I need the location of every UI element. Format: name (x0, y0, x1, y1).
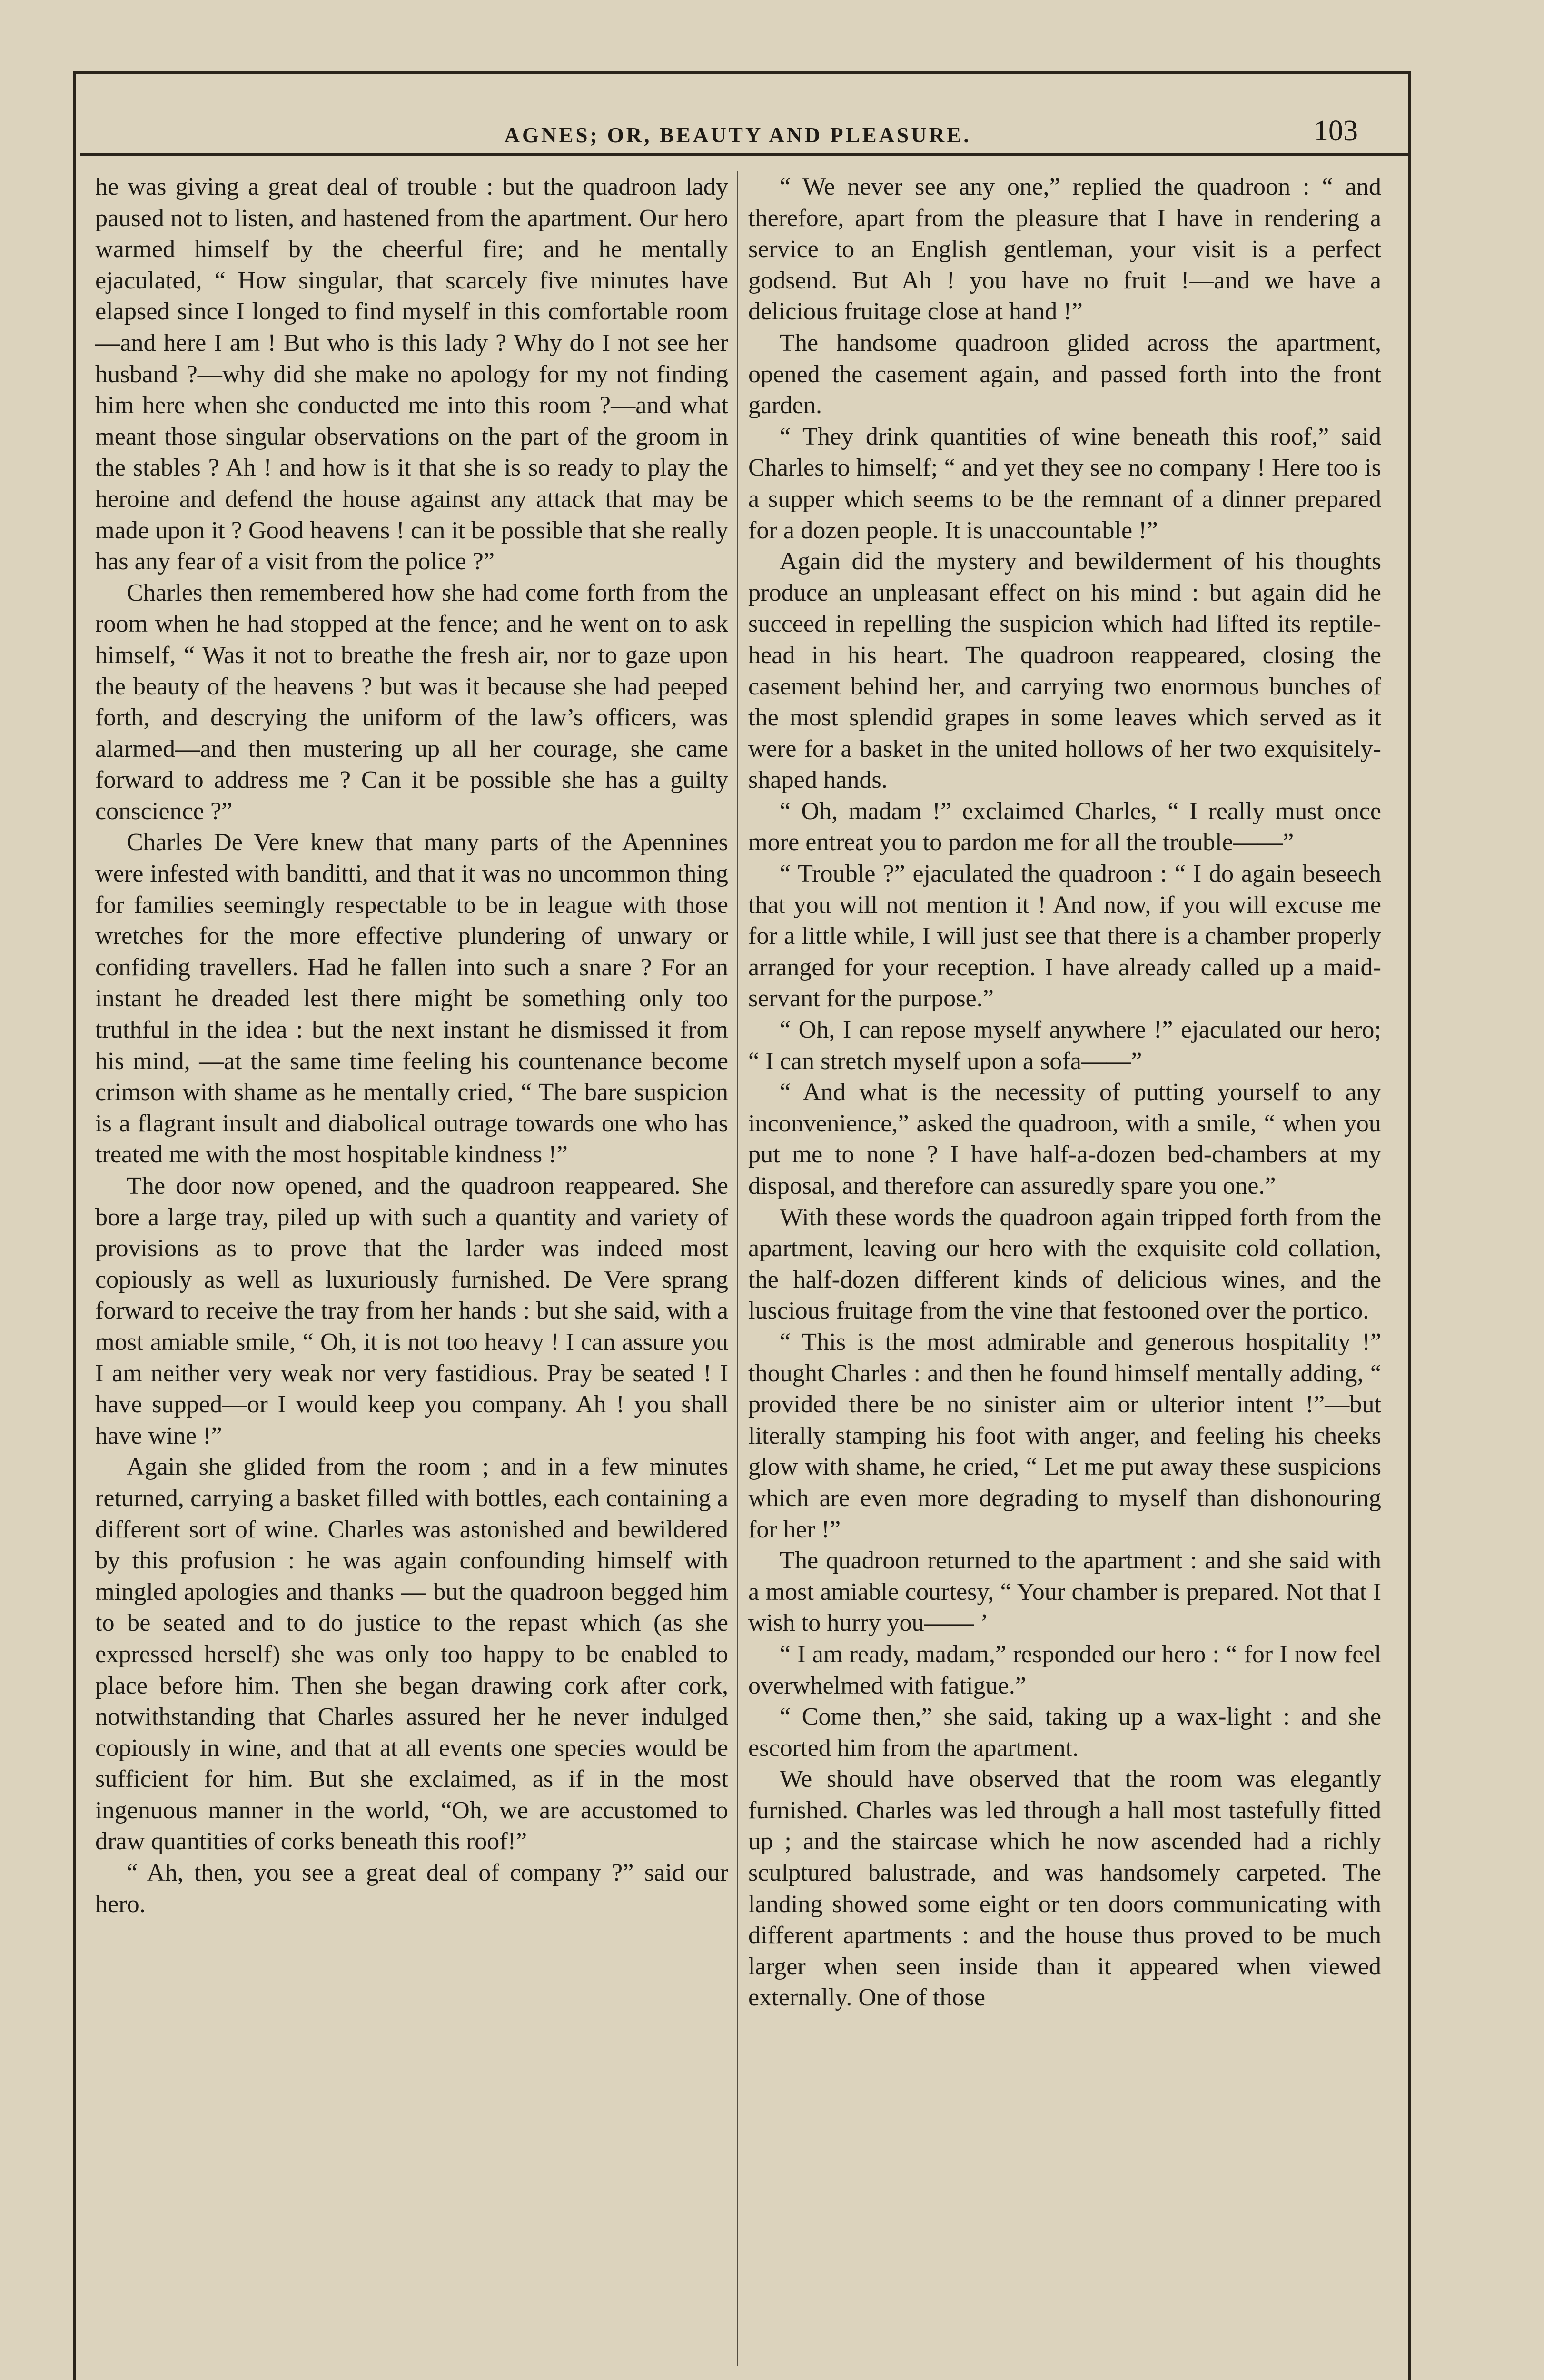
paragraph: We should have observed that the room was elegantly furnished. Charles was led through a hall most tastefully fitted up ; and the staircase which he now ascended had a richly sculptured balustrade, and was handsomely carpeted. The landing showed some eight or ten doors communicating with different apartments : and the house thus proved to be much larger when seen inside than it appeared when viewed externally. One of those (748, 1765, 1381, 2012)
right-column (748, 171, 1381, 2013)
paragraph: Charles then remembered how she had come forth from the room when he had stopped at the fence; and he went on to ask himself, “ Was it not to breathe the fresh air, nor to gaze upon the beauty of the heavens ? but was it because she had peeped forth, and descrying the uniform of the law’s officers, was alarmed—and then mustering up all her courage, she came forward to address me ? Can it be possible she has a guilty conscience ?” (95, 578, 728, 825)
paragraph: Again she glided from the room ; and in a few minutes returned, carrying a basket filled with bottles, each containing a different sort of wine. Charles was astonished and bewildered by this profusion : he was again confounding himself with mingled apologies and thanks — but the quadroon begged him to be seated and to do justice to the repast which (as she expressed herself) she was only too happy to be enabled to place before him. Then she began drawing cork after cork, notwithstanding that Charles assured her he never indulged copiously in wine, and that at all events one species would be sufficient for him. But she exclaimed, as if in the most ingenuous manner in the world, “Oh, we are accustomed to draw quantities of corks beneath this roof!” (95, 1453, 728, 1855)
paragraph: “ And what is the necessity of putting yourself to any inconvenience,” asked the quadroon, with a smile, “ when you put me to none ? I have half-a-dozen bed-chambers at my disposal, and therefore can assuredly spare you one.” (748, 1078, 1381, 1200)
paragraph: “ Ah, then, you see a great deal of company ?” said our hero. (95, 1859, 728, 1918)
paragraph: Again did the mystery and bewilderment of his thoughts produce an unpleasant effect on his mind : but again did he succeed in repelling the suspicion which had lifted its reptile-head in his heart. The quadroon reappeared, closing the casement behind her, and carrying two enormous bunches of the most splendid grapes in some leaves which served as it were for a basket in the united hollows of her two exquisitely-shaped hands. (748, 547, 1381, 794)
running-title: AGNES; OR, BEAUTY AND PLEASURE. (504, 123, 971, 147)
paragraph: The handsome quadroon glided across the apartment, opened the casement again, and passed forth into the front garden. (748, 328, 1381, 419)
paragraph: he was giving a great deal of trouble : but the quadroon lady paused not to listen, and hastened from the apartment. Our hero warmed himself by the cheerful fire; and he mentally ejaculated, “ How singular, that scarcely five minutes have elapsed since I longed to find myself in this comfortable room—and here I am ! But who is this lady ? Why do I not see her husband ?—why did she make no apology for my not finding him here when she conducted me into this room ?—and what meant those singular observations on the part of the groom in the stables ? Ah ! and how is it that she is so ready to play the heroine and defend the house against any attack that may be made upon it ? Good heavens ! can it be possible that she really has any fear of a visit from the police ?” (95, 173, 728, 575)
paragraph: “ Come then,” she said, taking up a wax-light : and she escorted him from the apartment. (748, 1703, 1381, 1762)
paragraph: “ Trouble ?” ejaculated the quadroon : “ I do again beseech that you will not mention it ! And now, if you will excuse me for a little while, I will just see that there is a chamber properly arranged for your reception. I have already called up a maid-servant for the purpose.” (748, 860, 1381, 1012)
paragraph: “ This is the most admirable and generous hospitality !” thought Charles : and then he found himself mentally adding, “ provided there be no sinister aim or ulterior intent !”—but literally stamping his foot with anger, and feeling his cheeks glow with shame, he cried, “ Let me put away these suspicions which are even more degrading to myself than dishonouring for her !” (748, 1328, 1381, 1543)
header-rule (80, 153, 1408, 156)
paragraph: “ Oh, I can repose myself anywhere !” ejaculated our hero; “ I can stretch myself upon a sofa——” (748, 1016, 1381, 1075)
paragraph: Charles De Vere knew that many parts of the Apennines were infested with banditti, and that it was no uncommon thing for families seemingly respectable to be in league with those wretches for the more effective plundering of unwary or confiding travellers. Had he fallen into such a snare ? For an instant he dreaded lest there might be something only too truthful in the idea : but the next instant he dismissed it from his mind, —at the same time feeling his countenance become crimson with shame as he mentally cried, “ The bare suspicion is a flagrant insult and diabolical outrage towards one who has treated me with the most hospitable kindness !” (95, 828, 728, 1169)
paragraph: With these words the quadroon again tripped forth from the apartment, leaving our hero with the exquisite cold collation, the half-dozen different kinds of delicious wines, and the luscious fruitage from the vine that festooned over the portico. (748, 1203, 1381, 1325)
page-number: 103 (1314, 115, 1358, 147)
paragraph: The quadroon returned to the apartment : and she said with a most amiable courtesy, “ Your chamber is prepared. Not that I wish to hurry you—— ’ (748, 1547, 1381, 1637)
left-column (95, 171, 728, 1920)
paragraph: “ They drink quantities of wine beneath this roof,” said Charles to himself; “ and yet they see no company ! Here too is a supper which seems to be the remnant of a dinner prepared for a dozen people. It is unaccountable !” (748, 422, 1381, 544)
paragraph: “ We never see any one,” replied the quadroon : “ and therefore, apart from the pleasure that I have in rendering a service to an English gentleman, your visit is a perfect godsend. But Ah ! you have no fruit !—and we have a delicious fruitage close at hand !” (748, 173, 1381, 326)
paragraph: “ I am ready, madam,” responded our hero : “ for I now feel overwhelmed with fatigue.” (748, 1640, 1381, 1699)
paragraph: “ Oh, madam !” exclaimed Charles, “ I really must once more entreat you to pardon me for all the trouble——” (748, 797, 1381, 856)
column-divider (737, 171, 738, 2366)
paragraph: The door now opened, and the quadroon reappeared. She bore a large tray, piled up with such a quantity and variety of provisions as to prove that the larder was indeed most copiously as well as luxuriously furnished. De Vere sprang forward to receive the tray from her hands : but she said, with a most amiable smile, “ Oh, it is not too heavy ! I can assure you I am neither very weak nor very fastidious. Pray be seated ! I have supped—or I would keep you company. Ah ! you shall have wine !” (95, 1172, 728, 1449)
